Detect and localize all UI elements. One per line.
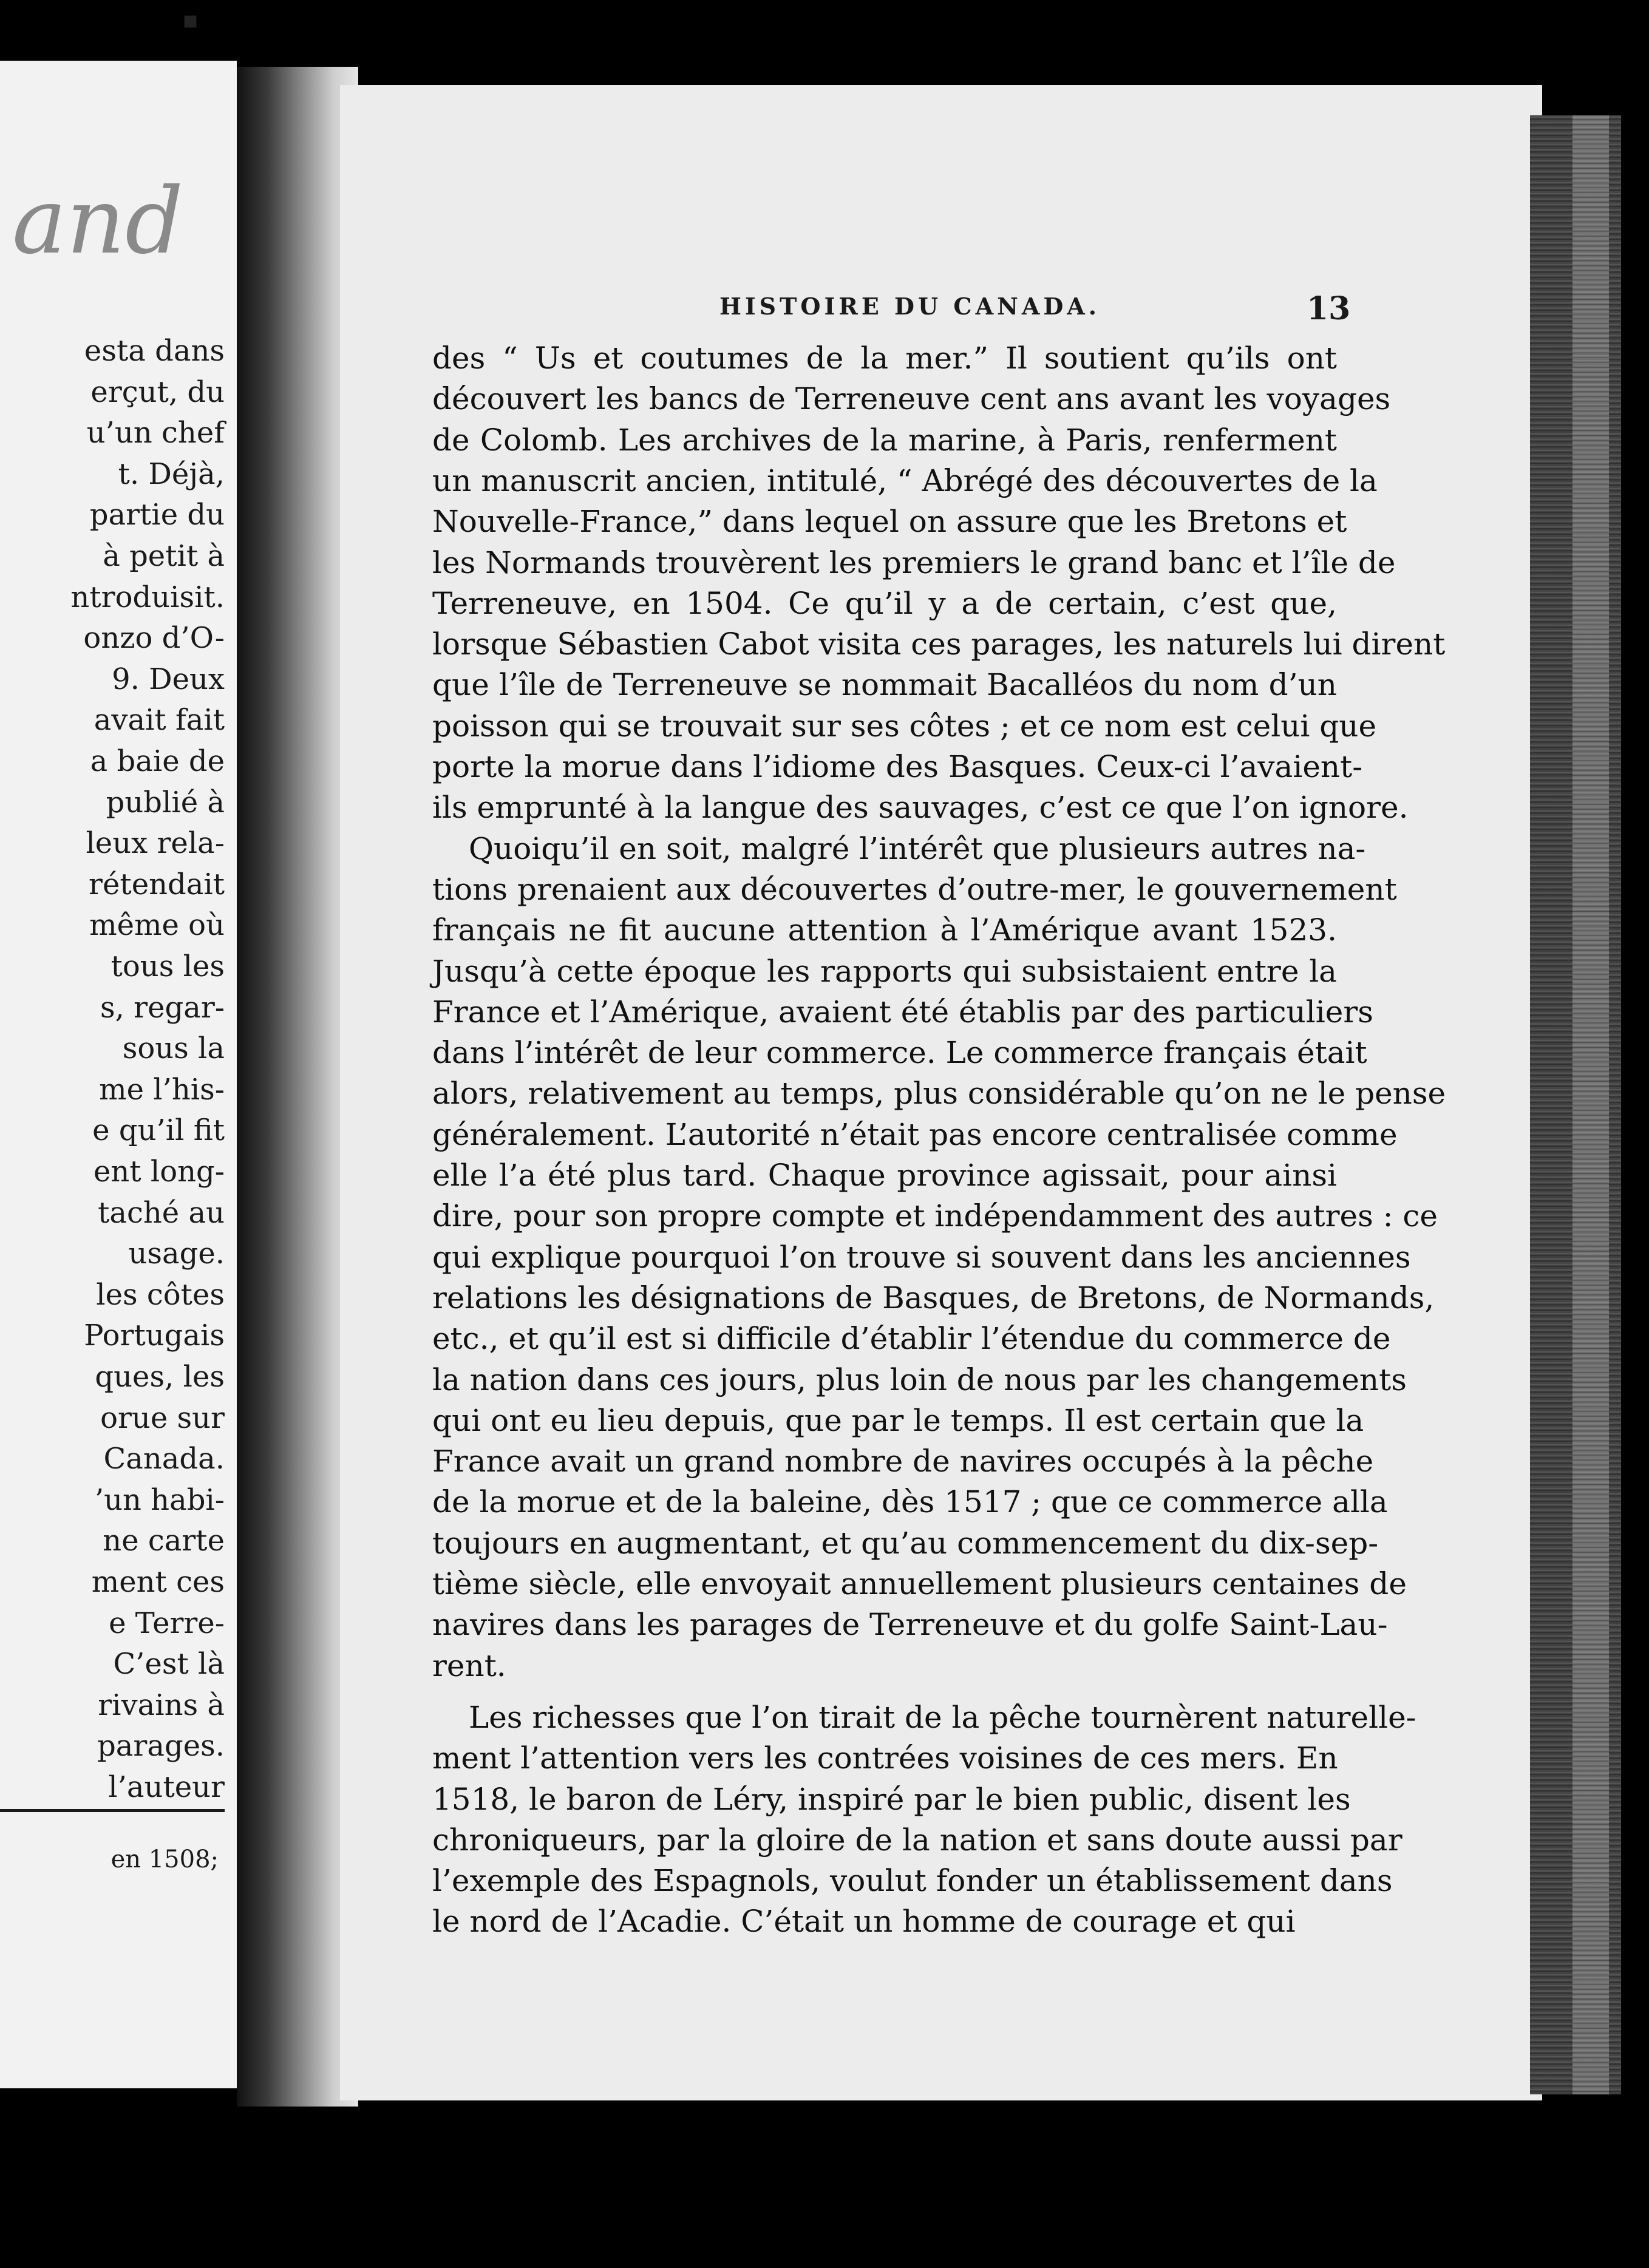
left-text-line: usage. — [128, 1237, 225, 1271]
body-text-line: rent. — [432, 1648, 506, 1683]
left-text-line: ent long- — [93, 1155, 225, 1189]
left-text-line: Canada. — [103, 1442, 225, 1476]
body-text-line: relations les désignations de Basques, de Bretons, de Normands, — [432, 1280, 1435, 1316]
left-text-line: ne carte — [103, 1524, 225, 1558]
book-page-edge — [1530, 115, 1621, 2094]
page-edge-highlight — [1572, 115, 1609, 2094]
body-text-line: elle l’a été plus tard. Chaque province agissait, pour ainsi — [432, 1158, 1337, 1193]
left-text-line: e Terre- — [109, 1606, 225, 1640]
left-text-line: orue sur — [100, 1401, 225, 1435]
body-text-line: Terreneuve, en 1504. Ce qu’il y a de certain, c’est que, — [432, 585, 1337, 621]
body-text-line: ment l’attention vers les contrées voisines de ces mers. En — [432, 1740, 1338, 1776]
body-text-line: poisson qui se trouvait sur ses côtes ; et ce nom est celui que — [432, 708, 1377, 744]
body-text-line: un manuscrit ancien, intitulé, “ Abrégé des découvertes de la — [432, 463, 1378, 498]
left-page — [0, 61, 237, 2088]
left-text-line: même où — [89, 908, 225, 943]
left-text-line: leux rela- — [86, 826, 225, 861]
running-head: HISTOIRE DU CANADA. — [719, 293, 1100, 320]
left-text-line: partie du — [89, 498, 225, 532]
left-text-line: Portugais — [84, 1319, 225, 1353]
left-text-line: les côtes — [96, 1277, 225, 1312]
body-text-line: découvert les bancs de Terreneuve cent ans avant les voyages — [432, 381, 1391, 417]
body-text-line: Nouvelle-France,” dans lequel on assure que les Bretons et — [432, 504, 1347, 540]
body-text-line: de Colomb. Les archives de la marine, à Paris, renferment — [432, 422, 1337, 458]
body-text-line: qui ont eu lieu depuis, que par le temps. Il est certain que la — [432, 1402, 1364, 1438]
left-text-line: ques, les — [95, 1360, 225, 1394]
body-text-line: Jusqu’à cette époque les rapports qui subsistaient entre la — [432, 953, 1337, 989]
left-text-line: u’un chef — [86, 416, 225, 450]
handwritten-annotation: and — [12, 169, 184, 274]
body-text-line: toujours en augmentant, et qu’au commencement du dix-sep- — [432, 1525, 1379, 1561]
left-text-line: 9. Deux — [112, 662, 225, 696]
left-text-line: t. Déjà, — [118, 457, 225, 491]
left-text-line: taché au — [98, 1195, 225, 1230]
left-text-line: ’un habi- — [94, 1482, 225, 1517]
page-number: 13 — [1307, 290, 1351, 327]
body-text-line: de la morue et de la baleine, dès 1517 ; que ce commerce alla — [432, 1484, 1388, 1520]
left-text-line: e qu’il fit — [92, 1113, 225, 1148]
left-text-line: erçut, du — [90, 375, 225, 409]
scan-speck: ▪ — [182, 6, 199, 34]
body-text-line: dans l’intérêt de leur commerce. Le commerce français était — [432, 1035, 1367, 1071]
left-text-line: publié à — [106, 785, 225, 820]
body-text-line: etc., et qu’il est si difficile d’établir l’étendue du commerce de — [432, 1321, 1391, 1357]
left-text-line: parages. — [97, 1729, 225, 1764]
body-text-line: le nord de l’Acadie. C’était un homme de courage et qui — [432, 1904, 1296, 1940]
body-text-line: la nation dans ces jours, plus loin de nous par les changements — [432, 1362, 1407, 1397]
body-text-line: ils emprunté à la langue des sauvages, c’est ce que l’on ignore. — [432, 790, 1409, 826]
left-text-line: l’auteur — [108, 1770, 225, 1804]
body-text-line: français ne fit aucune attention à l’Amérique avant 1523. — [432, 912, 1337, 948]
left-text-line: C’est là — [113, 1647, 225, 1682]
left-text-line: a baie de — [90, 744, 225, 778]
body-text-line: généralement. L’autorité n’était pas encore centralisée comme — [432, 1116, 1398, 1152]
left-text-line: avait fait — [93, 703, 225, 738]
body-text-line: 1518, le baron de Léry, inspiré par le bien public, disent les — [432, 1781, 1351, 1817]
left-text-line: me l’his- — [99, 1072, 225, 1107]
left-text-line: ntroduisit. — [70, 580, 225, 614]
body-text-line: Quoiqu’il en soit, malgré l’intérêt que plusieurs autres na- — [469, 830, 1366, 866]
left-text-line: à petit à — [103, 539, 225, 573]
body-text-line: chroniqueurs, par la gloire de la nation et sans doute aussi par — [432, 1822, 1402, 1858]
left-text-line: tous les — [110, 949, 225, 983]
left-text-line: s, regar- — [100, 990, 225, 1025]
left-text-line: esta dans — [84, 334, 225, 368]
body-text-line: porte la morue dans l’idiome des Basques. Ceux-ci l’avaient- — [432, 749, 1363, 784]
body-text-line: les Normands trouvèrent les premiers le grand banc et l’île de — [432, 545, 1396, 580]
body-text-line: France avait un grand nombre de navires occupés à la pêche — [432, 1444, 1374, 1479]
body-text-line: dire, pour son propre compte et indépendamment des autres : ce — [432, 1198, 1438, 1234]
body-text-line: que l’île de Terreneuve se nommait Bacalléos du nom d’un — [432, 667, 1337, 703]
body-text-line: Les richesses que l’on tirait de la pêche tournèrent naturelle- — [469, 1699, 1416, 1735]
body-text-line: l’exemple des Espagnols, voulut fonder un établissement dans — [432, 1863, 1393, 1899]
left-text-line: sous la — [122, 1031, 225, 1066]
left-footnote: en 1508; — [110, 1845, 219, 1873]
body-text-line: des “ Us et coutumes de la mer.” Il soutient qu’ils ont — [432, 341, 1337, 376]
body-text-line: France et l’Amérique, avaient été établis par des particuliers — [432, 994, 1373, 1030]
body-text-line: navires dans les parages de Terreneuve et du golfe Saint-Lau- — [432, 1607, 1388, 1643]
body-text-line: lorsque Sébastien Cabot visita ces parages, les naturels lui dirent — [432, 626, 1446, 662]
left-text-line: rétendait — [89, 867, 225, 901]
body-text-line: alors, relativement au temps, plus considérable qu’on ne le pense — [432, 1076, 1446, 1112]
body-text-line: qui explique pourquoi l’on trouve si souvent dans les anciennes — [432, 1239, 1411, 1275]
left-text-line: rivains à — [98, 1688, 225, 1722]
body-text-line: tième siècle, elle envoyait annuellement plusieurs centaines de — [432, 1566, 1407, 1601]
footnote-rule — [0, 1809, 225, 1812]
body-text-line: tions prenaient aux découvertes d’outre-mer, le gouvernement — [432, 871, 1397, 907]
left-text-line: ment ces — [91, 1565, 225, 1599]
left-text-line: onzo d’O- — [83, 621, 225, 656]
